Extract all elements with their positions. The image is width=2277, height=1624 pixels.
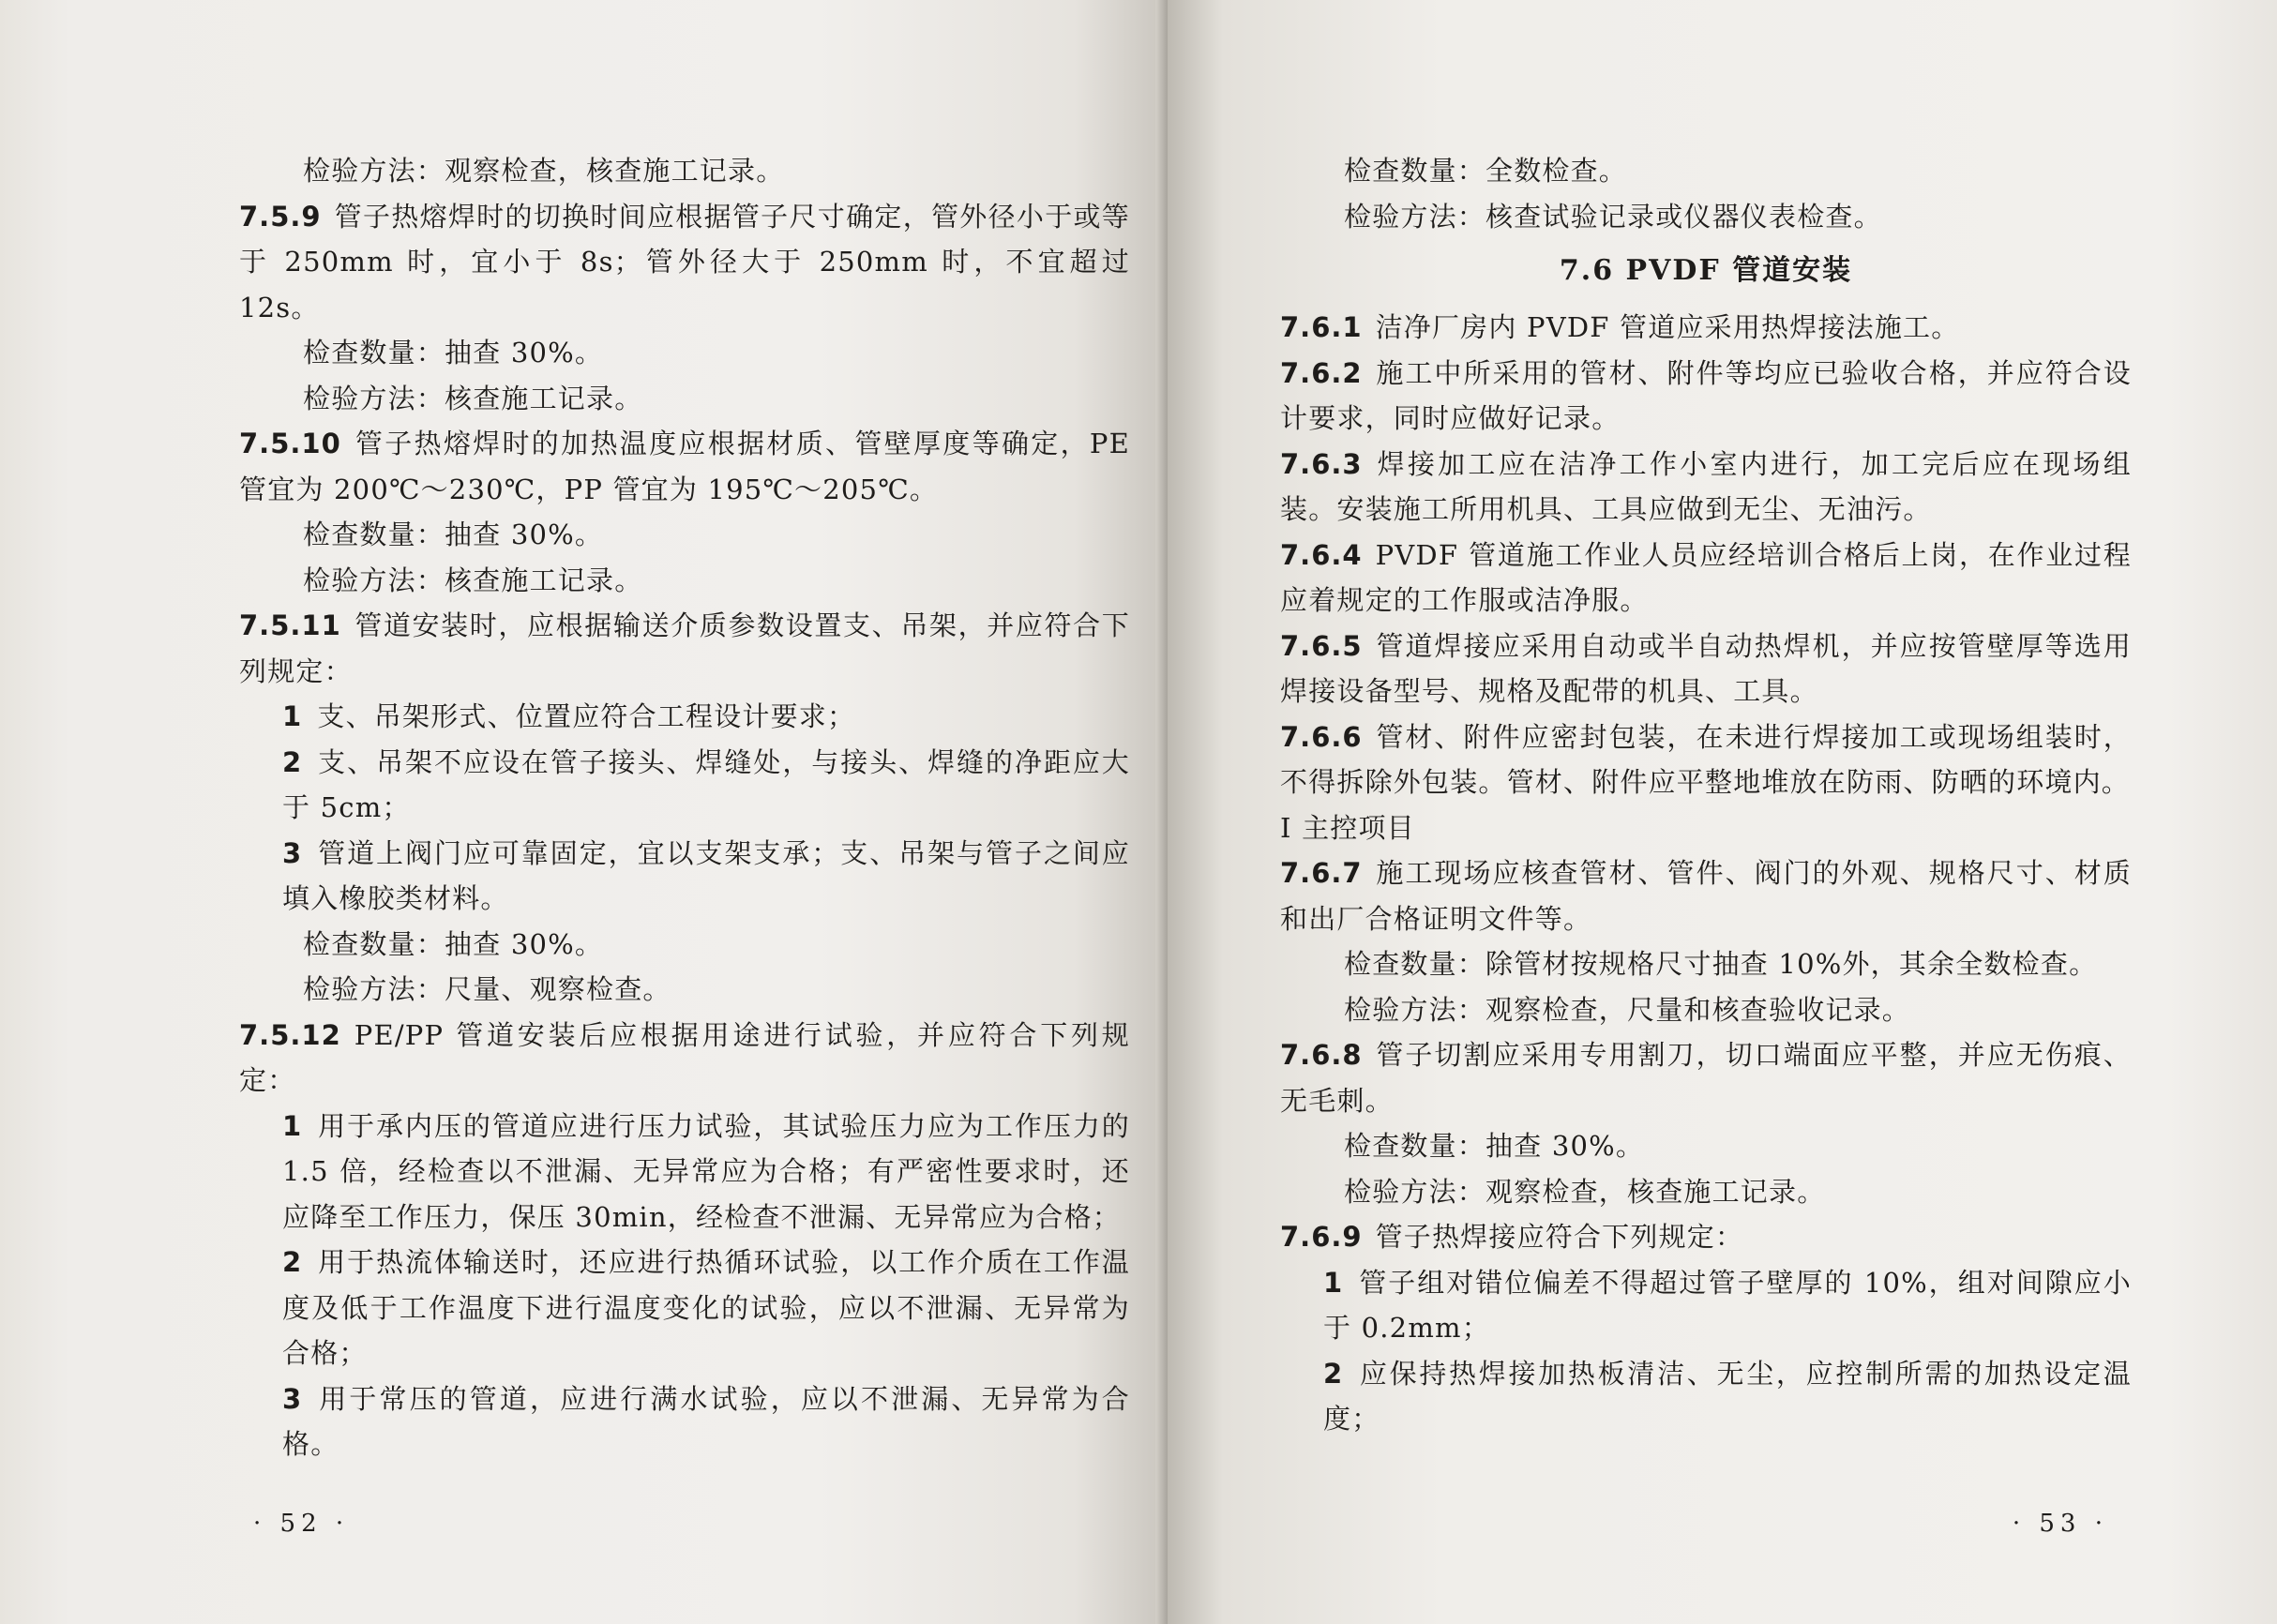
item-number: 3 [282,836,303,869]
item-number: 1 [282,700,303,732]
clause-number: 7.6.9 [1280,1221,1363,1253]
list-item [239,1104,1130,1241]
page-number-right: · 53 · [2012,1510,2108,1538]
inspection-line: 检查数量：抽查 30%。 [1344,1130,1645,1162]
list-item [1280,1351,2132,1442]
item-text: 支、吊架形式、位置应符合工程设计要求； [317,700,856,732]
clause-number: 7.6.2 [1280,356,1363,389]
clause-text: PVDF 管道施工作业人员应经培训合格后上岗，在作业过程应着规定的工作服或洁净服。 [1280,538,2132,616]
clause-number: 7.5.11 [239,609,341,641]
inspection-line: 检查数量：抽查 30%。 [303,337,604,368]
item-number: 1 [282,1109,303,1142]
inspection-line: 检验方法：观察检查，尺量和核查验收记录。 [1344,993,1911,1026]
clause-paragraph [1280,624,2132,714]
item-number: 2 [282,745,303,778]
list-item [239,1376,1130,1467]
clause-text: 洁净厂房内 PVDF 管道应采用热焊接法施工。 [1375,311,1960,343]
left-page-content [239,148,1130,1467]
clause-paragraph [1280,442,2132,533]
clause-text: PE/PP 管道安装后应根据用途进行试验，并应符合下列规定： [239,1018,1130,1096]
clause-number: 7.6.3 [1280,447,1363,480]
clause-number: 7.5.9 [239,200,322,233]
clause-text: 管道安装时，应根据输送介质参数设置支、吊架，并应符合下列规定： [239,609,1130,687]
list-item [239,694,1130,740]
clause-paragraph [239,194,1130,331]
clause-paragraph [1280,850,2132,941]
clause-paragraph [239,421,1130,512]
clause-paragraph [239,603,1130,694]
page-number-left: · 52 · [253,1510,350,1538]
right-page-content [1280,148,2132,1442]
inspection-line: 检验方法：观察检查，核查施工记录。 [303,155,785,187]
clause-number: 7.6.5 [1280,629,1363,662]
clause-text: 管道焊接应采用自动或半自动热焊机，并应按管壁厚等选用焊接设备型号、规格及配带的机具、工具。 [1280,629,2132,707]
clause-text: 管材、附件应密封包装，在未进行焊接加工或现场组装时，不得拆除外包装。管材、附件应平整地堆放在防雨、防晒的环境内。 [1280,720,2132,798]
inspection-line: 检验方法：核查施工记录。 [303,564,643,596]
clause-number: 7.6.1 [1280,311,1363,343]
clause-text: 施工中所采用的管材、附件等均应已验收合格，并应符合设计要求，同时应做好记录。 [1280,356,2132,434]
item-number: 3 [282,1382,303,1415]
clause-text: 管子热熔焊时的加热温度应根据材质、管壁厚度等确定，PE 管宜为 200℃～230℃，PP 管宜为 195℃～205℃。 [239,428,1130,505]
item-number: 2 [1323,1357,1344,1390]
clause-text: 管子切割应采用专用割刀，切口端面应平整，并应无伤痕、无毛刺。 [1280,1039,2132,1117]
inspection-line: 检查数量：抽查 30%。 [303,927,604,960]
item-text: 支、吊架不应设在管子接头、焊缝处，与接头、焊缝的净距应大于 5cm； [282,745,1130,823]
item-text: 管子组对错位偏差不得超过管子壁厚的 10%，组对间隙应小于 0.2mm； [1323,1266,2132,1344]
clause-paragraph [1280,351,2132,442]
right-page [1168,0,2277,1624]
subsection-heading: Ⅰ 主控项目 [1280,811,1415,844]
item-number: 1 [1323,1266,1344,1299]
section-heading: 7.6 PVDF 管道安装 [1559,254,1853,287]
inspection-line: 检验方法：核查试验记录或仪器仪表检查。 [1344,200,1882,233]
item-text: 应保持热焊接加热板清洁、无尘，应控制所需的加热设定温度； [1323,1357,2132,1435]
inspection-line: 检验方法：观察检查，核查施工记录。 [1344,1175,1826,1208]
clause-number: 7.5.10 [239,428,341,459]
list-item [239,1240,1130,1376]
list-item [239,831,1130,922]
clause-number: 7.6.6 [1280,720,1363,753]
clause-paragraph [239,1013,1130,1104]
clause-number: 7.5.12 [239,1018,341,1051]
clause-paragraph [1280,714,2132,805]
clause-text: 管子热熔焊时的切换时间应根据管子尺寸确定，管外径小于或等于 250mm 时，宜小于 8s；管外径大于 250mm 时，不宜超过 12s。 [239,200,1130,323]
clause-number: 7.6.7 [1280,857,1363,889]
item-text: 用于常压的管道，应进行满水试验，应以不泄漏、无异常为合格。 [282,1382,1130,1460]
clause-number: 7.6.4 [1280,538,1363,571]
clause-text: 焊接加工应在洁净工作小室内进行，加工完后应在现场组装。安装施工所用机具、工具应做到无尘、无油污。 [1280,447,2132,525]
inspection-line: 检验方法：核查施工记录。 [303,382,643,414]
inspection-line: 检查数量：抽查 30%。 [303,519,604,550]
clause-number: 7.6.8 [1280,1039,1363,1071]
item-text: 用于承内压的管道应进行压力试验，其试验压力应为工作压力的 1.5 倍，经检查以不泄漏、无异常应为合格；有严密性要求时，还应降至工作压力，保压 30min，经检查不泄漏、无异常应为合格； [282,1109,1130,1233]
clause-paragraph [1280,1214,2132,1260]
clause-text: 施工现场应核查管材、管件、阀门的外观、规格尺寸、材质和出厂合格证明文件等。 [1280,857,2132,935]
clause-paragraph [1280,1032,2132,1123]
clause-paragraph [1280,533,2132,624]
clause-paragraph [1280,305,2132,351]
item-number: 2 [282,1246,303,1278]
list-item [239,740,1130,831]
item-text: 管道上阀门应可靠固定，宜以支架支承；支、吊架与管子之间应填入橡胶类材料。 [282,836,1130,914]
clause-text: 管子热焊接应符合下列规定： [1375,1221,1744,1253]
inspection-line: 检验方法：尺量、观察检查。 [303,973,671,1005]
inspection-line: 检查数量：除管材按规格尺寸抽查 10%外，其余全数检查。 [1344,948,2098,980]
list-item [1280,1260,2132,1351]
inspection-line: 检查数量：全数检查。 [1344,155,1628,187]
item-text: 用于热流体输送时，还应进行热循环试验，以工作介质在工作温度及低于工作温度下进行温度变化的试验，应以不泄漏、无异常为合格； [282,1246,1130,1369]
